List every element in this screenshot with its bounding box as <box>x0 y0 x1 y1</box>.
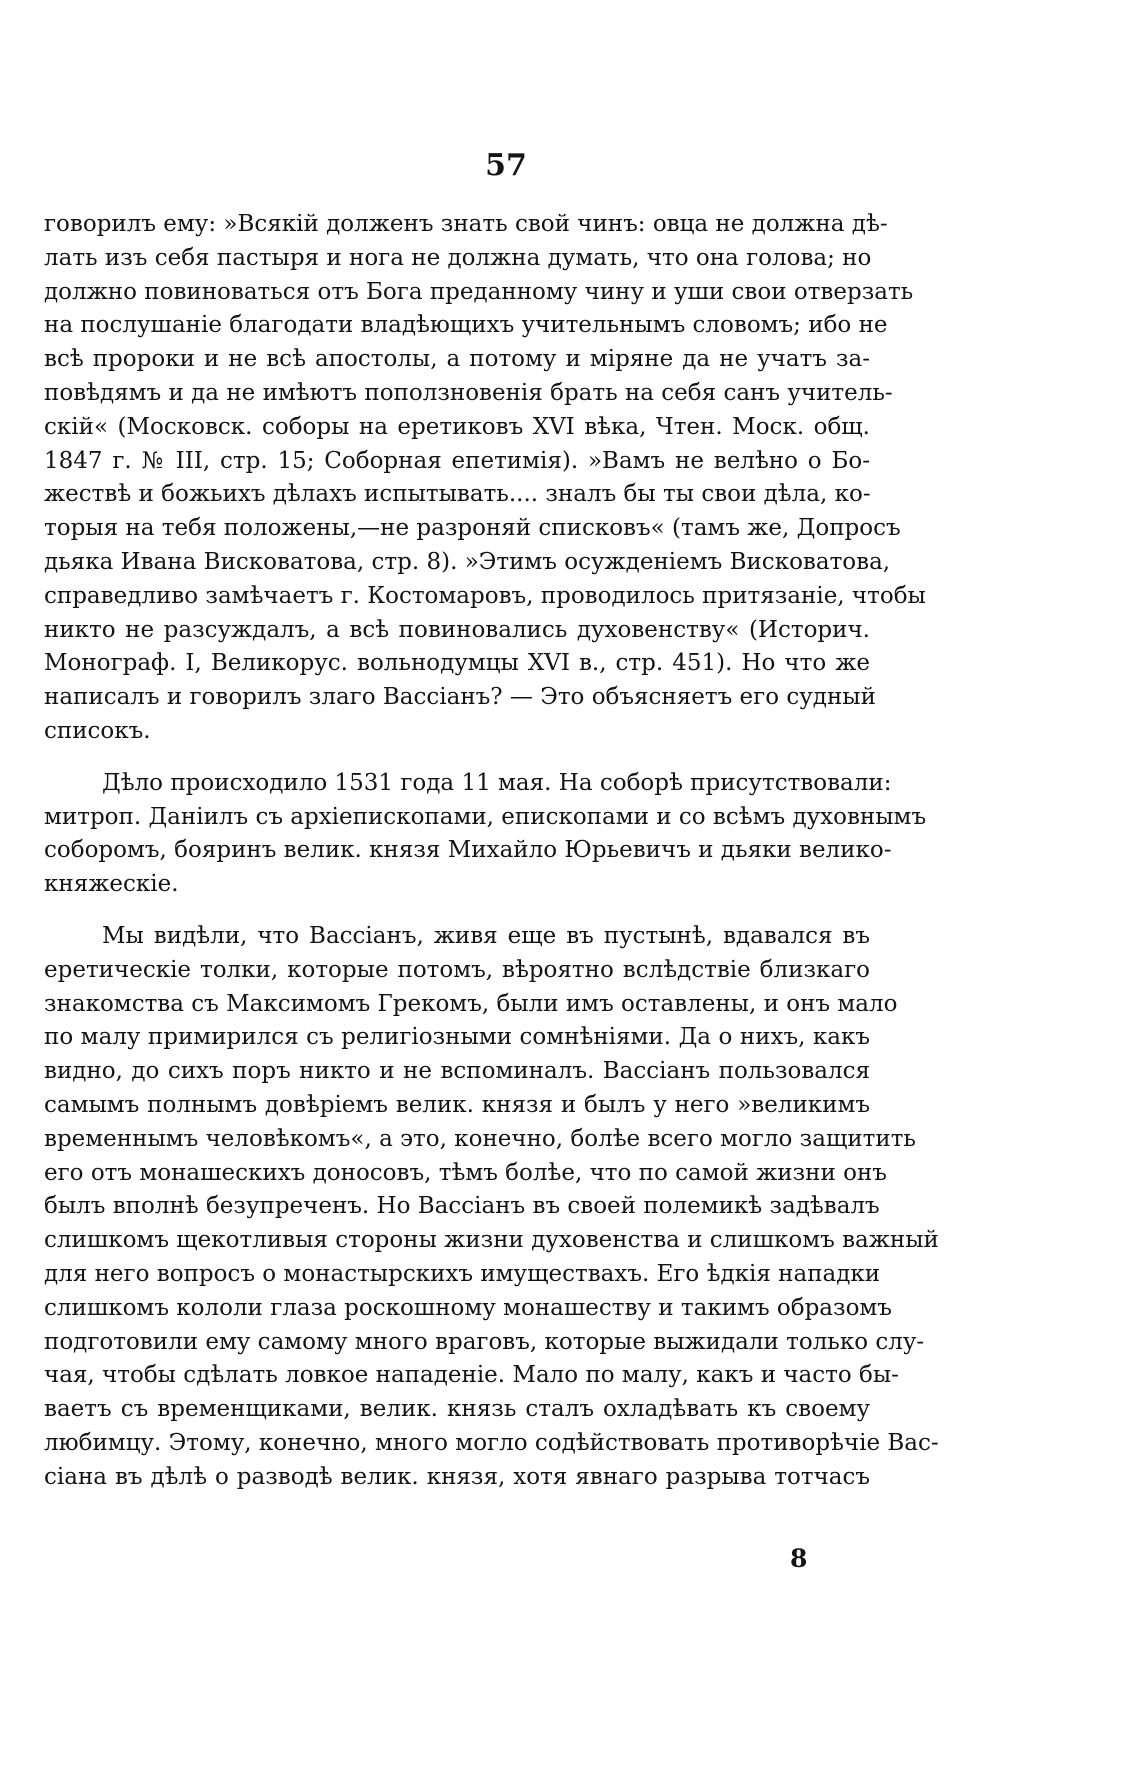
text-line: дьяка Ивана Висковатова, стр. 8). »Этимъ осужденіемъ Висковатова, <box>44 548 891 575</box>
text-line: любимцу. Этому, конечно, много могло содѣйствовать противорѣчіе Вас- <box>44 1429 939 1456</box>
text-line: по малу примирился съ религіозными сомнѣніями. Да о нихъ, какъ <box>44 1024 870 1051</box>
text-line: Мы видѣли, что Вассіанъ, живя еще въ пустынѣ, вдавался въ <box>102 922 870 949</box>
body-text <box>44 208 939 1494</box>
text-line: Монограф. I, Великорус. вольнодумцы XVI в., стр. 451). Но что же <box>44 650 870 677</box>
paragraph-1 <box>44 208 926 749</box>
text-line: знакомства съ Максимомъ Грекомъ, были имъ оставлены, и онъ мало <box>44 990 898 1017</box>
text-line: еретическіе толки, которые потомъ, вѣроятно вслѣдствіе близкаго <box>44 956 870 983</box>
text-line: слишкомъ кололи глаза роскошному монашеству и такимъ образомъ <box>44 1294 892 1321</box>
text-line: временнымъ человѣкомъ«, а это, конечно, болѣе всего могло защитить <box>44 1125 916 1152</box>
text-line: для него вопросъ о монастырскихъ имуществахъ. Его ѣдкія нападки <box>44 1260 881 1287</box>
text-line: списокъ. <box>44 717 151 744</box>
text-line: всѣ пророки и не всѣ апостолы, а потому и міряне да не учатъ за- <box>44 346 870 373</box>
text-line: должно повиноваться отъ Бога преданному чину и уши свои отверзать <box>44 278 914 305</box>
text-line: слишкомъ щекотливыя стороны жизни духовенства и слишкомъ важный <box>44 1227 939 1254</box>
paragraph-2 <box>44 767 927 902</box>
text-line: самымъ полнымъ довѣріемъ велик. князя и былъ у него »великимъ <box>44 1091 870 1118</box>
text-line: ваетъ съ временщиками, велик. князь сталъ охладѣвать къ своему <box>44 1396 870 1423</box>
text-line: соборомъ, бояринъ велик. князя Михайло Юрьевичъ и дьяки велико- <box>44 837 892 864</box>
text-line: торыя на тебя положены,—не разроняй списковъ« (тамъ же, Допросъ <box>44 515 901 542</box>
text-line: чая, чтобы сдѣлать ловкое нападеніе. Мало по малу, какъ и часто бы- <box>44 1362 899 1389</box>
text-line: Дѣло происходило 1531 года 11 мая. На соборѣ присутствовали: <box>102 769 892 796</box>
text-line: митроп. Даніилъ съ архіепископами, епископами и со всѣмъ духовнымъ <box>44 803 927 830</box>
text-line: былъ вполнѣ безупреченъ. Но Вассіанъ въ своей полемикѣ задѣвалъ <box>44 1193 880 1220</box>
text-line: справедливо замѣчаетъ г. Костомаровъ, проводилось притязаніе, чтобы <box>44 582 926 609</box>
paragraph-3 <box>44 920 939 1495</box>
text-line: видно, до сихъ поръ никто и не вспоминалъ. Вассіанъ пользовался <box>44 1058 870 1085</box>
text-line: лать изъ себя пастыря и нога не должна думать, что она голова; но <box>44 244 872 271</box>
text-line: его отъ монашескихъ доносовъ, тѣмъ болѣе, что по самой жизни онъ <box>44 1159 887 1186</box>
text-line: написалъ и говорилъ злаго Вассіанъ? — Это объясняетъ его судный <box>44 684 876 711</box>
text-line: подготовили ему самому много враговъ, которые выжидали только слу- <box>44 1328 925 1355</box>
signature-mark: 8 <box>790 1544 808 1573</box>
text-line: никто не разсуждалъ, а всѣ повиновались духовенству« (Историч. <box>44 616 870 643</box>
text-line: повѣдямъ и да не имѣютъ поползновенія брать на себя санъ учитель- <box>44 379 893 406</box>
text-line: княжескіе. <box>44 871 179 898</box>
text-line: 1847 г. № III, стр. 15; Соборная епетимія). »Вамъ не велѣно о Бо- <box>44 447 870 474</box>
text-line: жествѣ и божьихъ дѣлахъ испытывать.... зналъ бы ты свои дѣла, ко- <box>44 481 871 508</box>
text-line: говорилъ ему: »Всякій долженъ знать свой чинъ: овца не должна дѣ- <box>44 211 888 237</box>
page-number: 57 <box>485 148 527 183</box>
text-line: на послушаніе благодати владѣющихъ учительнымъ словомъ; ибо не <box>44 312 888 339</box>
text-line: сіана въ дѣлѣ о разводѣ велик. князя, хотя явнаго разрыва тотчасъ <box>44 1463 870 1490</box>
text-line: скій« (Московск. соборы на еретиковъ XVI вѣка, Чтен. Моск. общ. <box>44 413 870 440</box>
